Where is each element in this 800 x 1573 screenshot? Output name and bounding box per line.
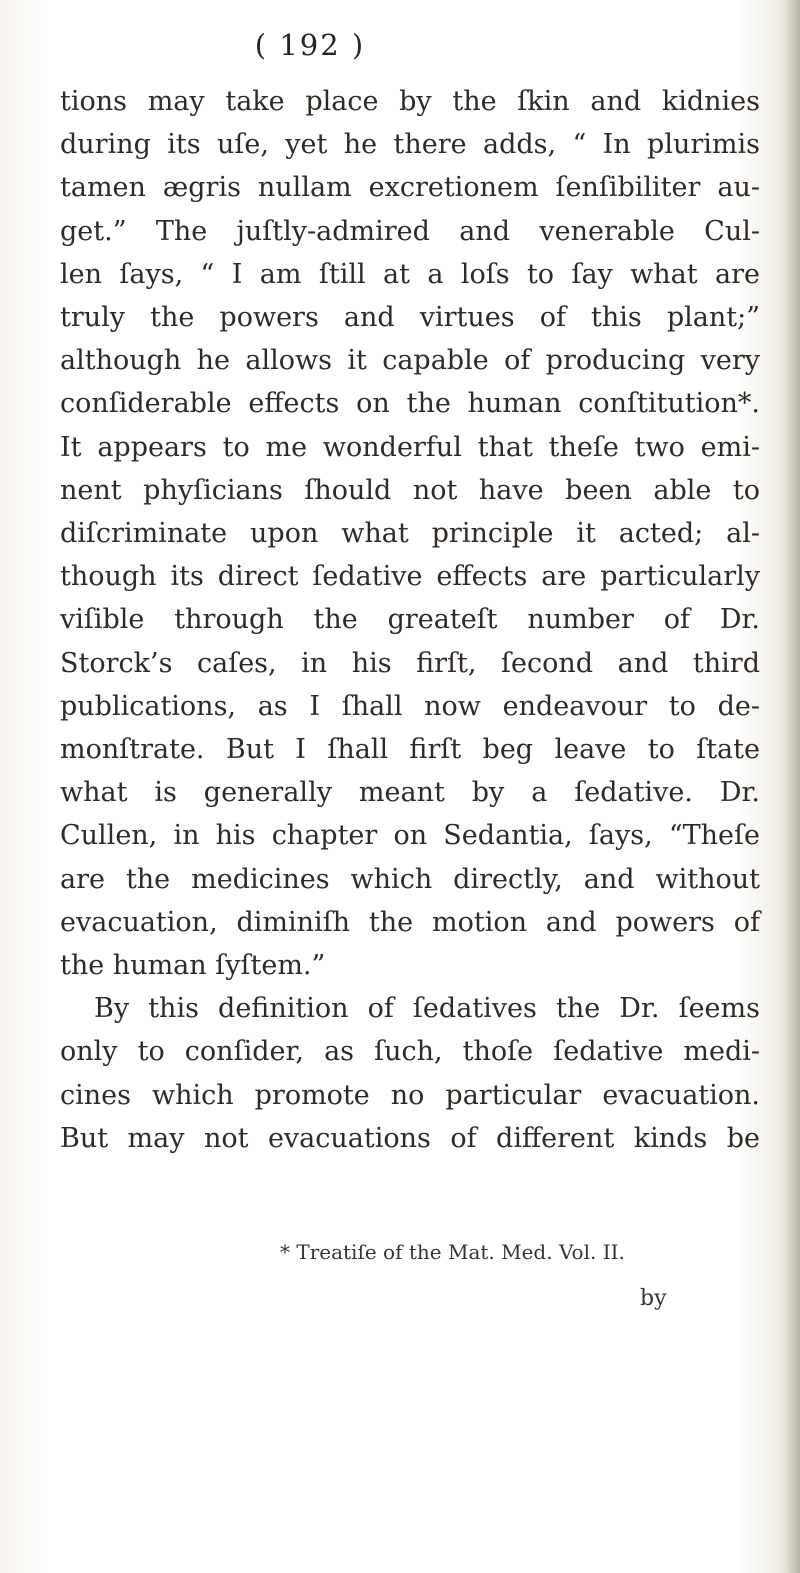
- text-line: len ſays, “ I am ſtill at a loſs to ſay what are: [60, 258, 760, 290]
- text-line: Storck’s caſes, in his firſt, ſecond and third: [60, 647, 760, 679]
- text-line: although he allows it capable of producing very: [60, 345, 760, 377]
- text-line: are the medicines which directly, and without: [60, 863, 760, 895]
- text-line: publications, as I ſhall now endeavour to de-: [60, 690, 760, 722]
- text-line: By this definition of ſedatives the Dr. ſeems: [94, 993, 760, 1025]
- text-line: viſible through the greateſt number of Dr.: [60, 604, 760, 636]
- text-line: Cullen, in his chapter on Sedantia, ſays, “Theſe: [60, 820, 760, 852]
- text-line: cines which promote no particular evacuation.: [60, 1079, 760, 1111]
- text-line: monſtrate. But I ſhall firſt beg leave to ſtate: [60, 734, 760, 766]
- text-line: nent phyſicians ſhould not have been able to: [60, 474, 760, 506]
- footnote: * Treatiſe of the Mat. Med. Vol. II.: [280, 1240, 625, 1264]
- text-line: what is generally meant by a ſedative. Dr.: [60, 777, 760, 809]
- catchword: by: [640, 1286, 667, 1311]
- text-line: get.” The juſtly-admired and venerable Cul-: [60, 215, 760, 247]
- text-line: during its uſe, yet he there adds, “ In plurimis: [60, 129, 760, 161]
- text-line: tions may take place by the ſkin and kidnies: [60, 86, 760, 117]
- text-line: It appears to me wonderful that theſe two emi-: [60, 431, 760, 463]
- text-line: diſcriminate upon what principle it acted; al-: [60, 518, 760, 550]
- text-line: conſiderable effects on the human conſtitution*.: [60, 388, 760, 420]
- text-line: But may not evacuations of different kinds be: [60, 1122, 760, 1154]
- page-number: ( 192 ): [254, 28, 366, 62]
- text-line: only to conſider, as ſuch, thoſe ſedative medi-: [60, 1036, 760, 1068]
- text-line: though its direct ſedative effects are particularly: [60, 561, 760, 593]
- text-line: evacuation, diminiſh the motion and powers of: [60, 906, 760, 938]
- text-line: the human ſyſtem.”: [60, 950, 326, 982]
- page-edge-shadow: [786, 0, 800, 1573]
- body-text: [60, 80, 760, 1160]
- text-line: tamen ægris nullam excretionem ſenſibiliter au-: [60, 172, 760, 204]
- text-line: truly the powers and virtues of this plant;”: [60, 302, 760, 334]
